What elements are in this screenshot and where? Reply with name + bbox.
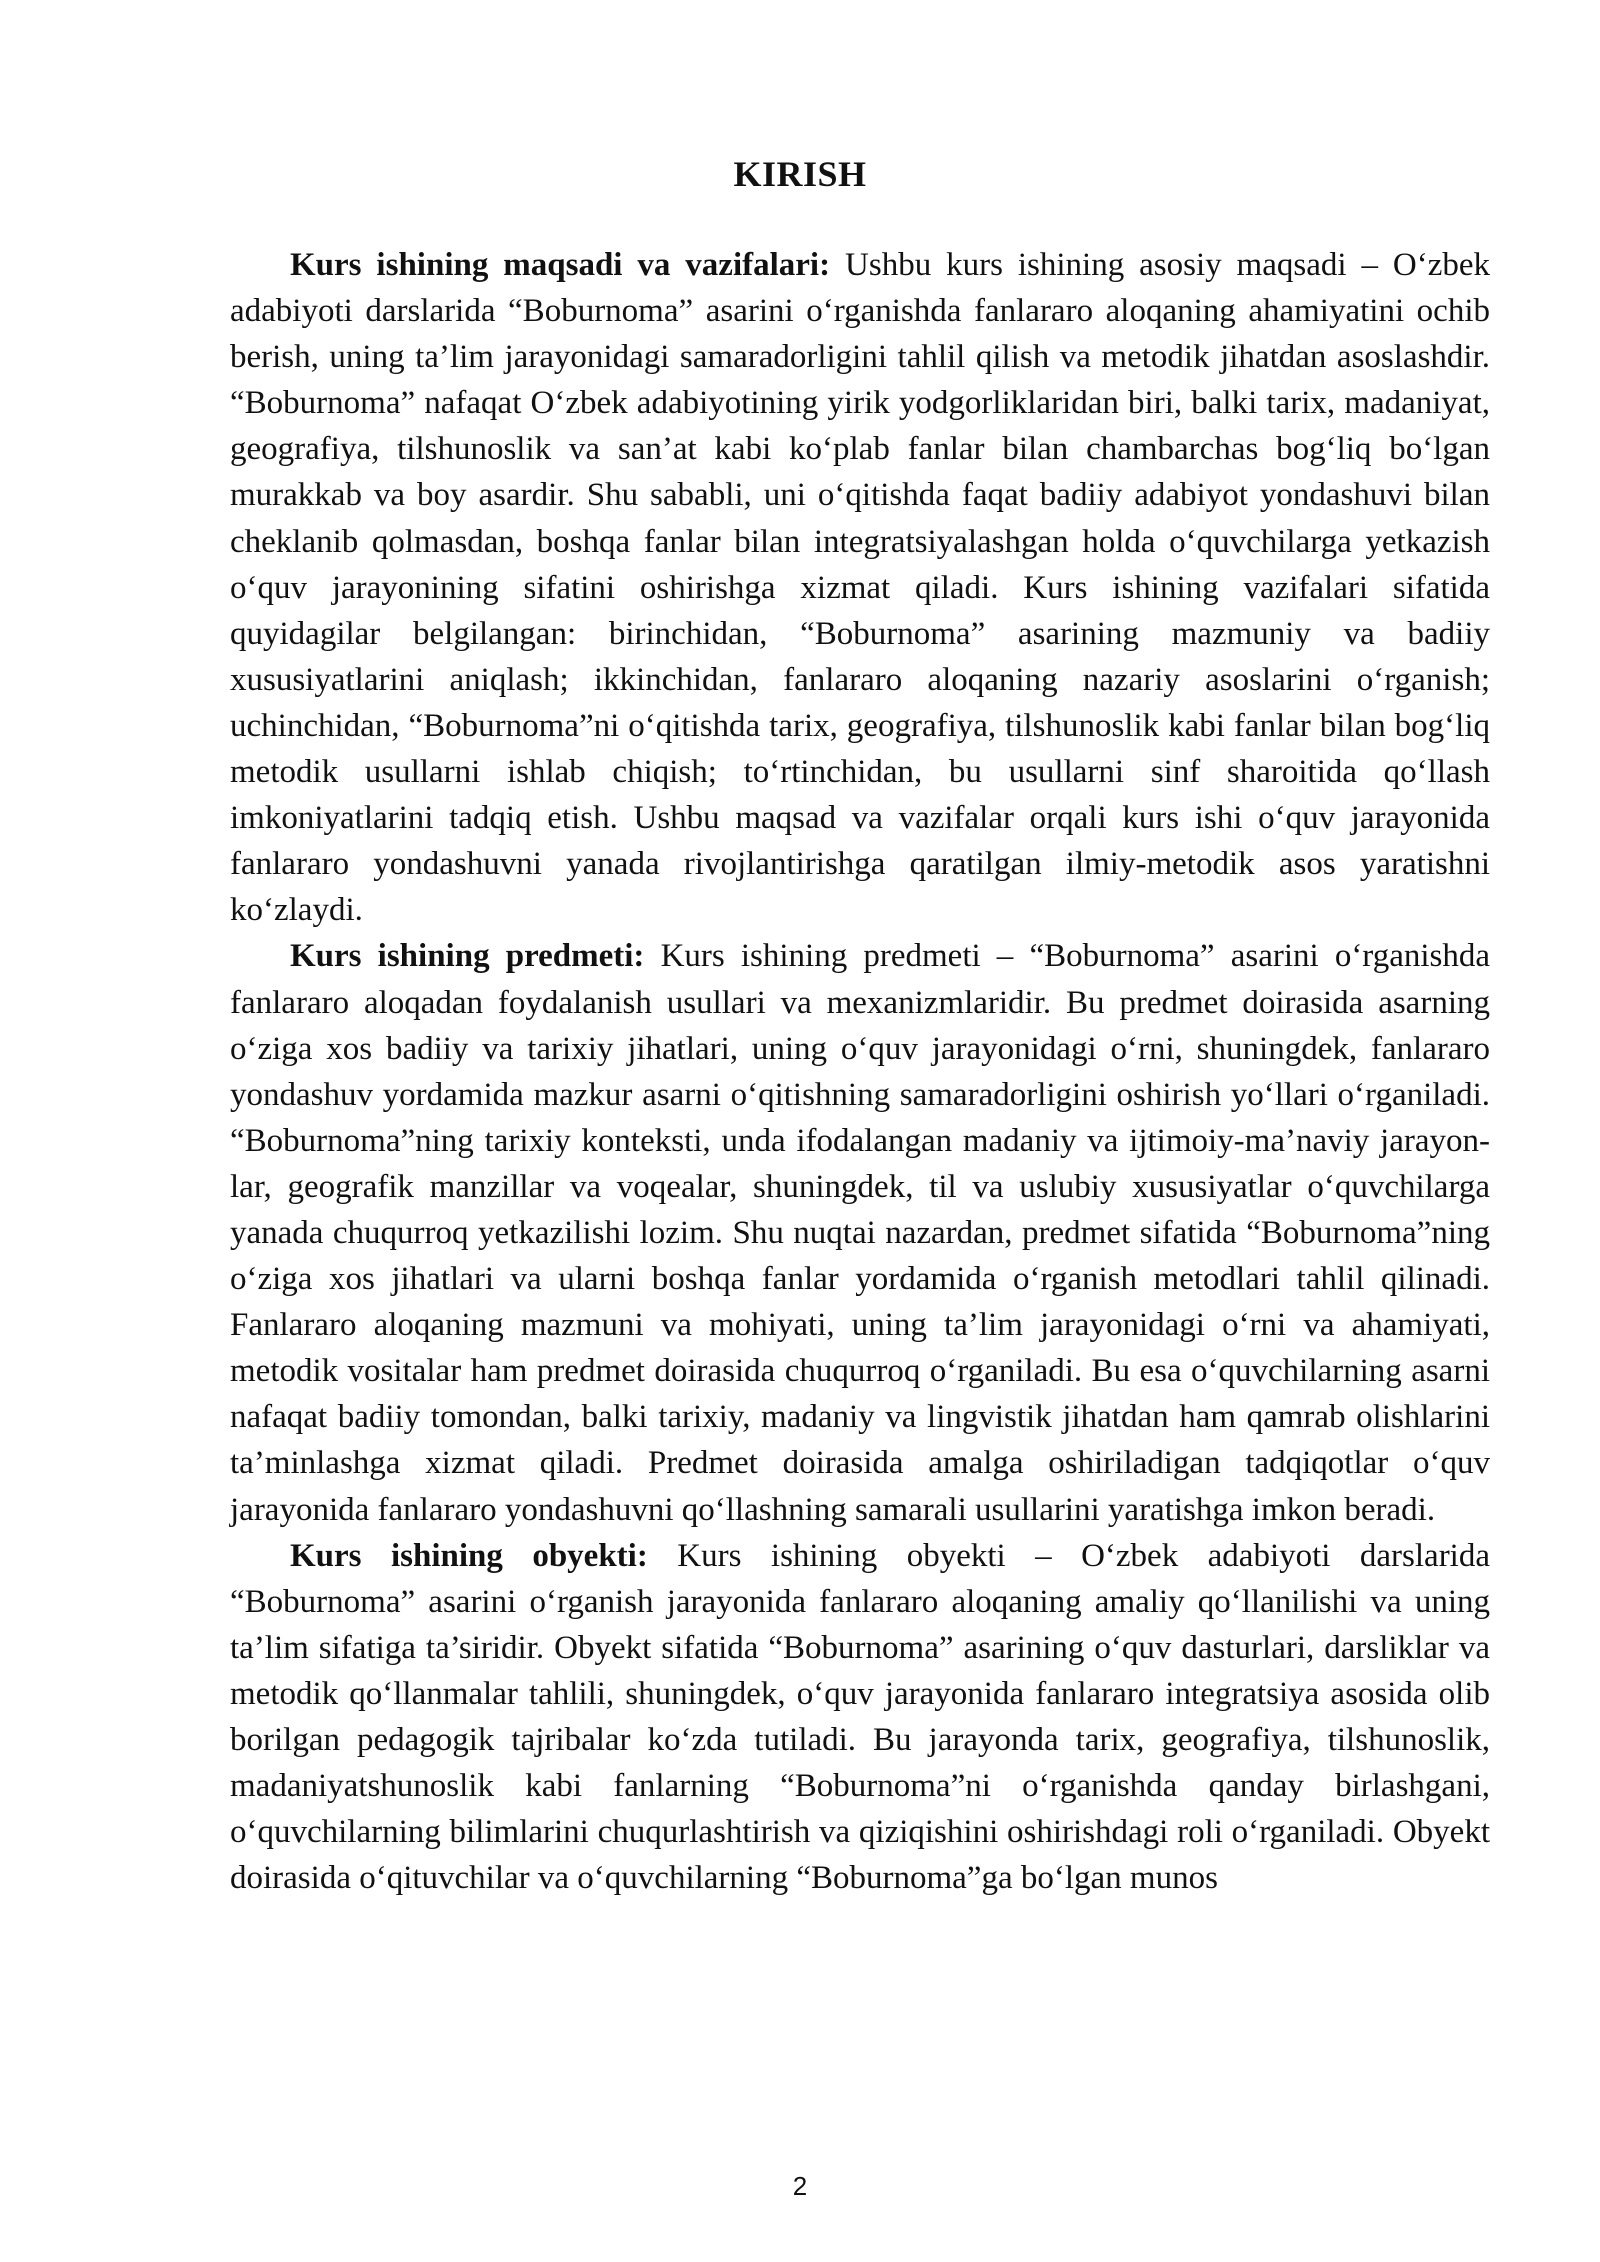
paragraph-text: Kurs ishining obyekti – O‘zbek adabiyoti darslarida “Boburnoma” asarini o‘rganish jarayonida fanlararo aloqaning amaliy qo‘llanilishi va uning ta’lim sifatiga ta’siridir. Obyekt sifatida “Boburnoma” asarining o‘quv dasturlari, darsliklar va metodik qo‘llanmalar tahlili, shuningdek, o‘quv jarayonida fanlararo integratsiya asosida olib borilgan pedagogik tajribalar ko‘zda tutiladi. Bu jarayonda tarix, geografiya, tilshunoslik, madaniyatshunoslik kabi fanlarning “Boburnoma”ni o‘rganishda qanday birlashgani, o‘quvchilarning bilimlarini chuqurlashtirish va qiziqishini oshirishdagi roli o‘rganiladi. Obyekt doirasida o‘qituvchilar va o‘quvchilarning “Boburnoma”ga bo‘lgan munos	[230, 1537, 1490, 1897]
page-number: 2	[792, 2171, 808, 2201]
paragraph-lead: Kurs ishining obyekti:	[290, 1537, 648, 1574]
paragraph-obyekti	[230, 1533, 1490, 1902]
body-text	[230, 242, 1490, 1901]
paragraph-lead: Kurs ishining predmeti:	[290, 938, 645, 975]
paragraph-text: Kurs ishining predmeti – “Boburnoma” asarini o‘rganishda fanlararo aloqadan foydalanish usullari va mexanizmlaridir. Bu predmet doirasida asarning o‘ziga xos badiiy va tarixiy jihatlari, uning o‘quv jarayonidagi o‘rni, shuningdek, fanlararo yondashuv yordamida mazkur asarni o‘qitishning samaradorligini oshirish yo‘llari o‘rganiladi. “Boburnoma”ning tarixiy konteksti, unda ifodalangan madaniy va ijtimoiy-ma’naviy jarayonlar, geografik manzillar va voqealar, shuningdek, til va uslubiy xususiyatlar o‘quvchilarga yanada chuqurroq yetkazilishi lozim. Shu nuqtai nazardan, predmet sifatida “Boburnoma”ning o‘ziga xos jihatlari va ularni boshqa fanlar yordamida o‘rganish metodlari tahlil qilinadi. Fanlararo aloqaning mazmuni va mohiyati, uning ta’lim jarayonidagi o‘rni va ahamiyati, metodik vositalar ham predmet doirasida chuqurroq o‘rganiladi. Bu esa o‘quvchilarning asarni nafaqat badiiy tomondan, balki tarixiy, madaniy va lingvistik jihatdan ham qamrab olishlarini ta’minlashga xizmat qiladi. Predmet doirasida amalga oshiriladigan tadqiqotlar o‘quv jarayonida fanlararo yondashuvni qo‘llashning samarali usullarini yaratishga imkon beradi.	[230, 938, 1491, 1528]
paragraph-maqsadi	[230, 242, 1490, 933]
paragraph-text: Ushbu kurs ishining asosiy maqsadi – O‘zbek adabiyoti darslarida “Boburnoma” asarini o‘rganishda fanlararo aloqaning ahamiyatini ochib berish, uning ta’lim jarayonidagi samaradorligini tahlil qilish va metodik jihatdan asoslashdir. “Boburnoma” nafaqat O‘zbek adabiyotining yirik yodgorliklaridan biri, balki tarix, madaniyat, geografiya, tilshunoslik va san’at kabi ko‘plab fanlar bilan chambarchas bog‘liq bo‘lgan murakkab va boy asardir. Shu sababli, uni o‘qitishda faqat badiiy adabiyot yondashuvi bilan cheklanib qolmasdan, boshqa fanlar bilan integratsiyalashgan holda o‘quvchilarga yetkazish o‘quv jarayonining sifatini oshirishga xizmat qiladi. Kurs ishining vazifalari sifatida quyidagilar belgilangan: birinchidan, “Boburnoma” asarining mazmuniy va badiiy xususiyatlarini aniqlash; ikkinchidan, fanlararo aloqaning nazariy asoslarini o‘rganish; uchinchidan, “Boburnoma”ni o‘qitishda tarix, geografiya, tilshunoslik kabi fanlar bilan bog‘liq metodik usullarni ishlab chiqish; to‘rtinchidan, bu usullarni sinf sharoitida qo‘llash imkoniyatlarini tadqiq etish. Ushbu maqsad va vazifalar orqali kurs ishi o‘quv jarayonida fanlararo yondashuvni yanada rivojlantirishga qaratilgan ilmiy-metodik asos yaratishni ko‘zlaydi.	[230, 247, 1490, 929]
paragraph-predmeti	[230, 933, 1490, 1532]
section-title: KIRISH	[733, 154, 867, 194]
paragraph-lead: Kurs ishining maqsadi va vazifalari:	[290, 247, 831, 283]
